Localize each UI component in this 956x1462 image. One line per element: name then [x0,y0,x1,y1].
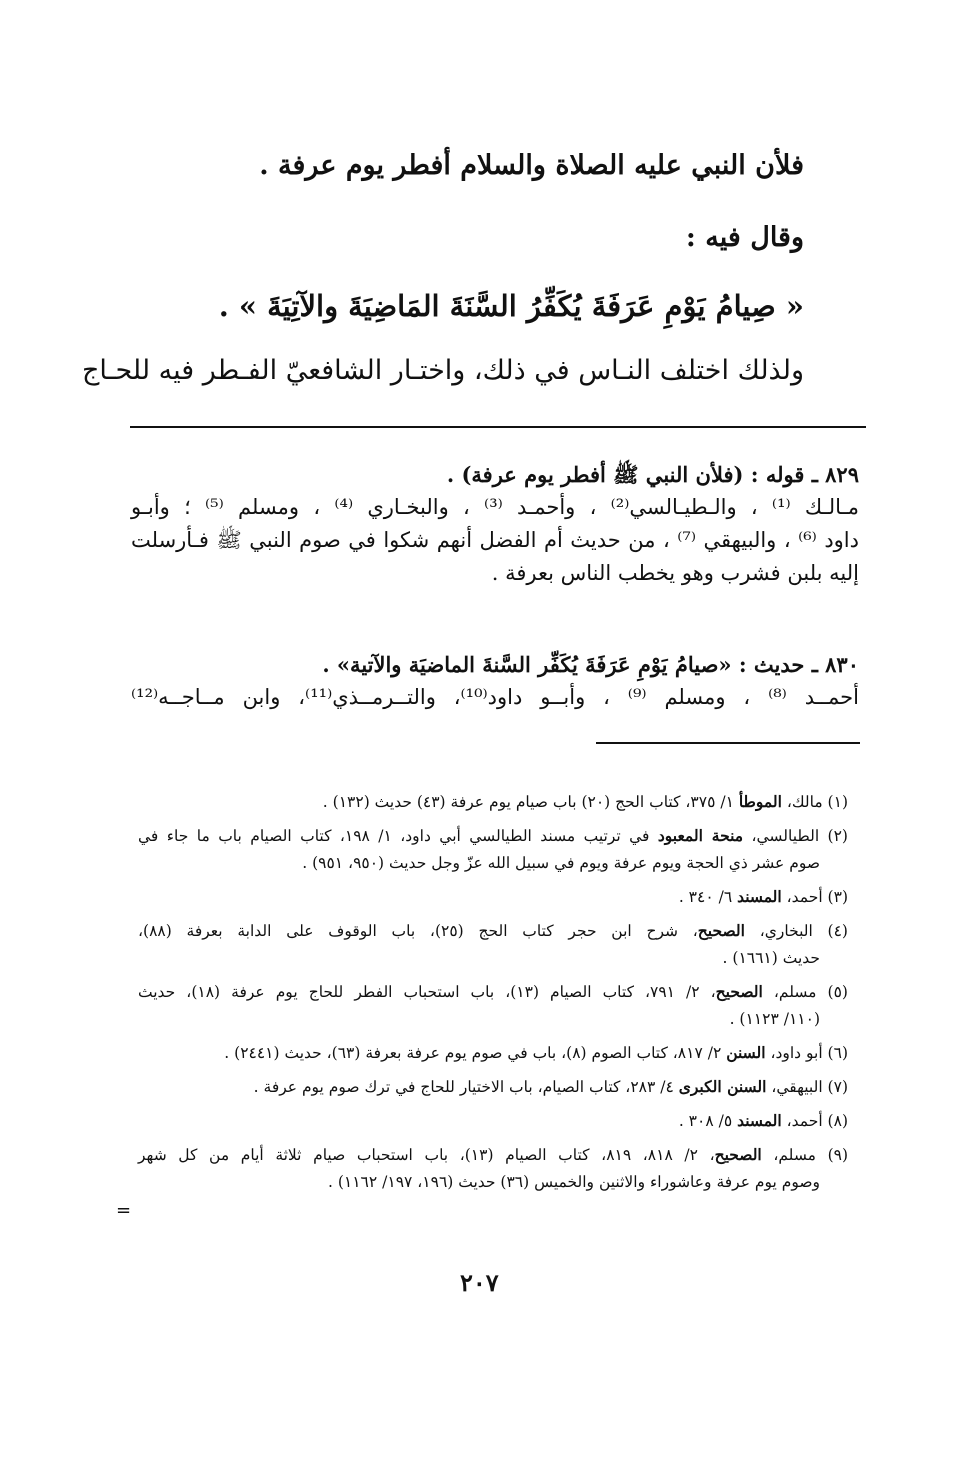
main-text-line: وقال فيه : [685,222,804,253]
commentary-entry-829 [131,458,859,590]
footnote-author: (٦) أبو داود، [765,1044,848,1062]
footnote-book-title: السنن الكبرى [678,1077,767,1096]
main-divider [130,426,866,428]
footnote-4 [138,917,848,972]
footnote-reference: ٢/ ٨١٧، كتاب الصوم (٨)، باب في صوم يوم عرفة بعرفة (٦٣)، حديث (٢٤٤١) . [224,1044,727,1062]
footnote-8 [138,1107,848,1135]
footnote-7 [138,1073,848,1101]
entry-line: داود ⁽⁶⁾ ، والبيهقي ⁽⁷⁾ ، من حديث أم الفضل أنهم شكوا في صوم النبي ﷺ فـأرسلت [131,528,859,552]
footnote-book-title: المسند [737,1111,782,1130]
footnote-author: (٣) أحمد، [781,888,848,906]
footnote-author: (٩) مسلم، [761,1146,849,1164]
entry-heading: ٨٢٩ ـ قوله : (فلأن النبي ﷺ أفطر يوم عرفة) . [446,462,859,487]
entry-line: إليه بلبن فشرب وهو يخطب الناس بعرفة . [491,561,859,585]
footnote-book-title: الصحيح [697,921,745,940]
footnote-continuation: (١١٠/ ١١٢٣) . [729,1010,820,1028]
footnote-book-title: منحة المعبود [657,826,744,845]
footnote-author: (١) مالك، [781,793,848,811]
footnote-author: (٥) مسلم، [762,983,848,1001]
footnote-reference: ٤/ ٢٨٣، كتاب الصيام، باب الاختيار للحاج في ترك صوم يوم عرفة . [253,1078,679,1096]
main-text-line: ولذلك اختلف النـاس في ذلك، واختـار الشافعيّ الفـطر فيه للحـاج [81,355,804,386]
footnote-2 [138,822,848,877]
footnote-reference: ٥/ ٣٠٨ . [678,1112,738,1130]
main-text-line: فلأن النبي عليه الصلاة والسلام أفطر يوم عرفة . [259,150,804,181]
footnote-reference: في ترتيب مسند الطيالسي أبي داود، ١/ ١٩٨، كتاب الصيام باب ما جاء في [138,827,658,845]
footnote-6 [138,1039,848,1067]
footnote-reference: ١/ ٣٧٥، كتاب الحج (٢٠) باب صيام يوم عرفة (٤٣) حديث (١٣٢) . [322,793,739,811]
footnote-reference: ٦/ ٣٤٠ . [678,888,738,906]
commentary-entry-830 [131,648,859,714]
footnotes [138,788,848,1202]
footnote-author: (٧) البيهقي، [766,1078,848,1096]
page-number: ٢٠٧ [460,1268,499,1297]
footnote-continuation: صوم عشر ذي الحجة ويوم عرفة ويوم في سبيل الله عزّ وجل حديث (٩٥٠، ٩٥١) . [302,854,820,872]
footnote-book-title: المسند [737,887,782,906]
footnote-reference: ، ٢/ ٧٩١، كتاب الصيام (١٣)، باب استحباب الفطر للحاج يوم عرفة (١٨)، حديث [138,983,716,1001]
footnote-author: (٨) أحمد، [781,1112,848,1130]
entry-heading: ٨٣٠ ـ حديث : «صيامُ يَوْمِ عَرَفَةَ يُكَفِّر السَّنةَ الماضيَة والآتية» . [322,652,859,677]
footnote-3 [138,883,848,911]
footnote-continuation: وصوم يوم عرفة وعاشوراء والاثنين والخميس (٣٦) حديث (١٩٦، ١٩٧/ ١١٦٢) . [328,1173,820,1191]
footnote-1 [138,788,848,816]
footnote-book-title: السنن [726,1043,766,1062]
footnote-book-title: الصحيح [714,1145,762,1164]
footnote-5 [138,978,848,1033]
footnote-book-title: الموطأ [738,792,782,811]
footnote-reference: ، ٢/ ٨١٨، ٨١٩، كتاب الصيام (١٣)، باب استحباب صيام ثلاثة أيام من كل شهر [138,1146,715,1164]
footnote-author: (٤) البخاري، [744,922,848,940]
footnote-author: (٢) الطيالسي، [743,827,848,845]
footnote-book-title: الصحيح [715,982,763,1001]
footnote-continuation: حديث (١٦٦١) . [722,949,820,967]
hadith-quote: « صِيامُ يَوْمِ عَرَفَةَ يُكَفِّرُ السَّنَةَ المَاضِيَةَ والآتِيَةَ » . [218,289,804,323]
footnote-reference: ، شرح ابن حجر كتاب الحج (٢٥)، باب الوقوف على الدابة بعرفة (٨٨)، [138,922,698,940]
entry-line: أحمــد ⁽⁸⁾ ، ومسلم ⁽⁹⁾ ، وأبــو داود⁽¹⁰⁾، والتــرمــذي⁽¹¹⁾، وابن مــاجــه⁽¹²⁾ [131,685,859,709]
footnote-divider [596,742,860,744]
entry-line: مـالـك ⁽¹⁾ ، والـطيـالسي⁽²⁾ ، وأحمـد ⁽³⁾ ، والبخـاري ⁽⁴⁾ ، ومسلم ⁽⁵⁾ ؛ وأبـو [131,495,859,519]
continuation-mark: = [116,1200,132,1221]
footnote-9 [138,1141,848,1196]
